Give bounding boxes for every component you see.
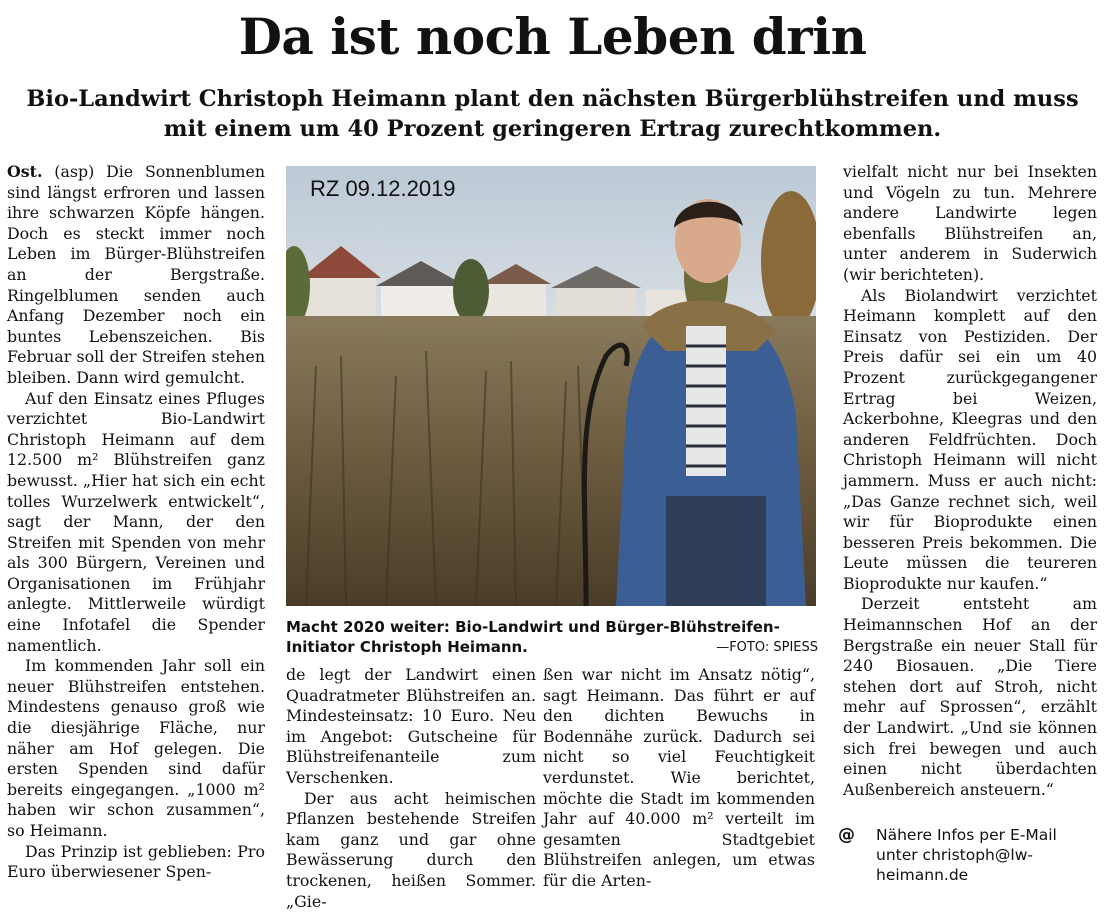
photo-credit: —FOTO: SPIESS <box>716 640 818 655</box>
paragraph: ßen war nicht im Ansatz nötig“, sagt Heimann. Das führt er auf den dichten Bewuchs in Bodennähe zurück. Dadurch sei nicht so viel Feuchtigkeit verdunstet. Wie berichtet, möchte die Stadt im kommenden Jahr auf 40.000 m² verteilt im gesamten Stadtgebiet Blühstreifen anlegen, um etwas für die Arten- <box>543 665 815 890</box>
paragraph: Als Biolandwirt verzichtet Heimann komplett auf den Einsatz von Pestiziden. Der Preis dafür sei ein um 40 Prozent zurückgegangener Ertrag bei Weizen, Ackerbohne, Kleegras und den anderen Feldfrüchten. Doch Christoph Heimann will nicht jammern. Muss er auch nicht: „Das Ganze rechnet sich, weil wir für Bioprodukte einen besseren Preis bekommen. Die Leute müssen die teureren Bioprodukte nur kaufen.“ <box>843 285 1097 593</box>
photo-date-stamp: RZ 09.12.2019 <box>310 176 456 201</box>
article-column-4 <box>843 162 1097 800</box>
paragraph: Im kommenden Jahr soll ein neuer Blühstreifen entstehen. Mindestens genauso groß wie die diesjährige Fläche, nur näher am Hof gelegen. Die ersten Spenden sind dafür bereits eingegangen. „1000 m² haben wir schon zusammen“, so Heimann. <box>7 656 265 840</box>
article-photo <box>286 166 816 606</box>
info-text: Nähere Infos per E-Mail unter christoph@lw-heimann.de <box>876 826 1057 884</box>
paragraph <box>7 162 265 389</box>
photo-illustration <box>286 166 816 606</box>
headline: Da ist noch Leben drin <box>238 7 867 66</box>
paragraph: Derzeit entsteht am Heimannschen Hof an der Bergstraße ein neuer Stall für 240 Biosauen. „Die Tiere stehen dort auf Stroh, nicht mehr auf Sprossen“, erzählt der Landwirt. „Und sie können sich frei bewegen und auch einen nicht überdachten Außenbereich ansteuern.“ <box>843 594 1097 799</box>
paragraph: vielfalt nicht nur bei Insekten und Vögeln zu tun. Mehrere andere Landwirte legen ebenfalls Blühstreifen an, unter anderem in Suderwich (wir berichteten). <box>843 162 1097 284</box>
paragraph: Das Prinzip ist geblieben: Pro Euro überwiesener Spen- <box>7 841 265 882</box>
paragraph: Der aus acht heimischen Pflanzen bestehende Streifen kam ganz und gar ohne Bewässerung durch den trockenen, heißen Sommer. „Gie- <box>286 788 536 911</box>
article-column-3 <box>543 665 815 892</box>
paragraph-text: (asp) Die Sonnenblumen sind längst erfroren und lassen ihre schwarzen Köpfe hängen. Doch es steckt immer noch Leben im Bürger-Blühstreifen an der Bergstraße. Ringelblumen senden auch Anfang Dezember noch ein buntes Lebenszeichen. Bis Februar soll der Streifen stehen bleiben. Dann wird gemulcht. <box>7 162 265 387</box>
paragraph: Auf den Einsatz eines Pfluges verzichtet Bio-Landwirt Christoph Heimann auf dem 12.500 m² Blühstreifen ganz bewusst. „Hier hat sich ein echt tolles Wurzelwerk entwickelt“, sagt der Mann, der den Streifen mit Spenden von mehr als 300 Bürgern, Vereinen und Organisationen im Frühjahr anlegte. Mittlerweile würdigt eine Infotafel die Spender namentlich. <box>7 388 265 655</box>
dateline: Ost. <box>7 162 43 181</box>
at-sign-icon: @ <box>838 825 855 845</box>
photo-caption: Macht 2020 weiter: Bio-Landwirt und Bürger-Blühstreifen-Initiator Christoph Heimann. <box>286 618 780 656</box>
subheadline: Bio-Landwirt Christoph Heimann plant den nächsten Bürgerblühstreifen und muss mit einem um 40 Prozent geringeren Ertrag zurechtkommen. <box>26 86 1079 142</box>
paragraph: de legt der Landwirt einen Quadratmeter Blühstreifen an. Mindesteinsatz: 10 Euro. Neu im Angebot: Gutscheine für Blühstreifenanteile zum Verschenken. <box>286 665 536 787</box>
article-column-2 <box>286 665 536 912</box>
info-box <box>838 825 1100 885</box>
article-column-1 <box>7 162 265 883</box>
